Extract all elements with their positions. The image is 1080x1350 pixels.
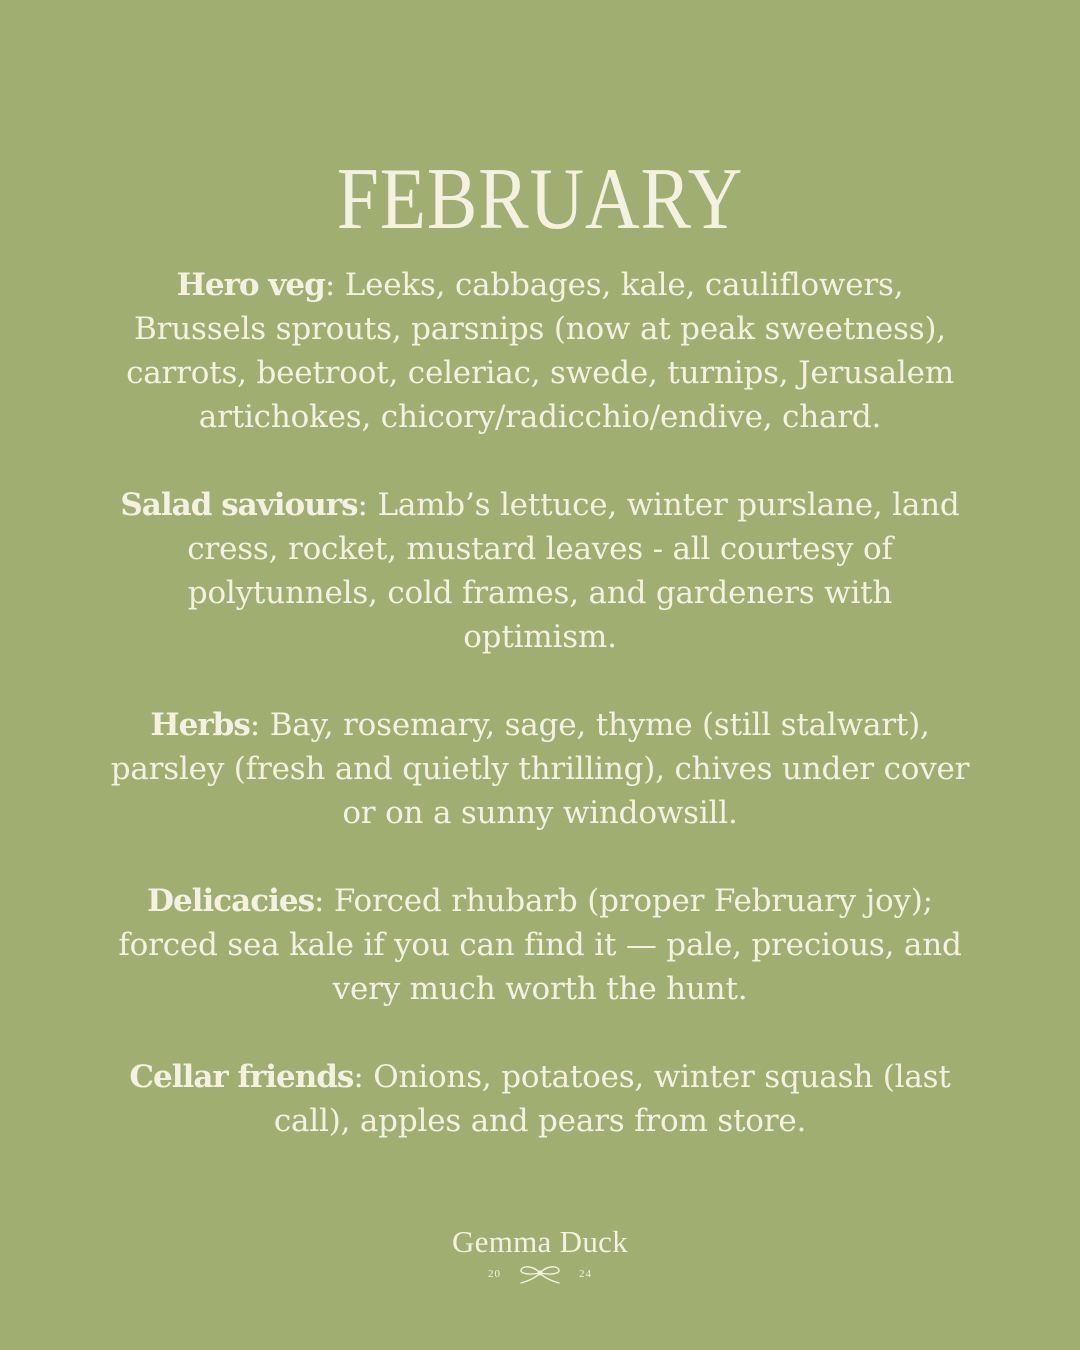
- section-text: : Leeks, cabbages, kale, cauliflowers, Brussels sprouts, parsnips (now at peak sweetness), carrots, beetroot, celeriac, swede, turnips, Jerusalem artichokes, chicory/radicchio/endive, chard.: [126, 267, 954, 435]
- section-cellar-friends: [110, 1055, 970, 1143]
- year-left: 20: [488, 1268, 501, 1280]
- section-hero-veg: [110, 263, 970, 439]
- year-right: 24: [579, 1268, 592, 1280]
- brand-name: Gemma Duck: [451, 1224, 629, 1259]
- section-label: Hero veg: [176, 267, 325, 303]
- section-delicacies: [110, 879, 970, 1011]
- section-text: : Bay, rosemary, sage, thyme (still stalwart), parsley (fresh and quietly thrilling), chives under cover or on a sunny windowsill.: [110, 707, 970, 831]
- section-salad-saviours: [110, 483, 970, 659]
- produce-list: [110, 263, 970, 1187]
- section-label: Cellar friends: [129, 1059, 354, 1095]
- brand-year: [0, 1261, 1080, 1287]
- section-label: Herbs: [150, 707, 250, 743]
- section-text: : Lamb’s lettuce, winter purslane, land cress, rocket, mustard leaves - all courtesy of polytunnels, cold frames, and gardeners with optimism.: [187, 487, 960, 655]
- page-title: FEBRUARY: [336, 151, 744, 248]
- section-label: Salad saviours: [120, 487, 358, 523]
- section-herbs: [110, 703, 970, 835]
- bow-icon: [515, 1263, 565, 1285]
- section-text: : Onions, potatoes, winter squash (last call), apples and pears from store.: [273, 1059, 951, 1139]
- section-text: : Forced rhubarb (proper February joy); forced sea kale if you can find it — pale, precious, and very much worth the hunt.: [118, 883, 962, 1007]
- section-label: Delicacies: [147, 883, 315, 919]
